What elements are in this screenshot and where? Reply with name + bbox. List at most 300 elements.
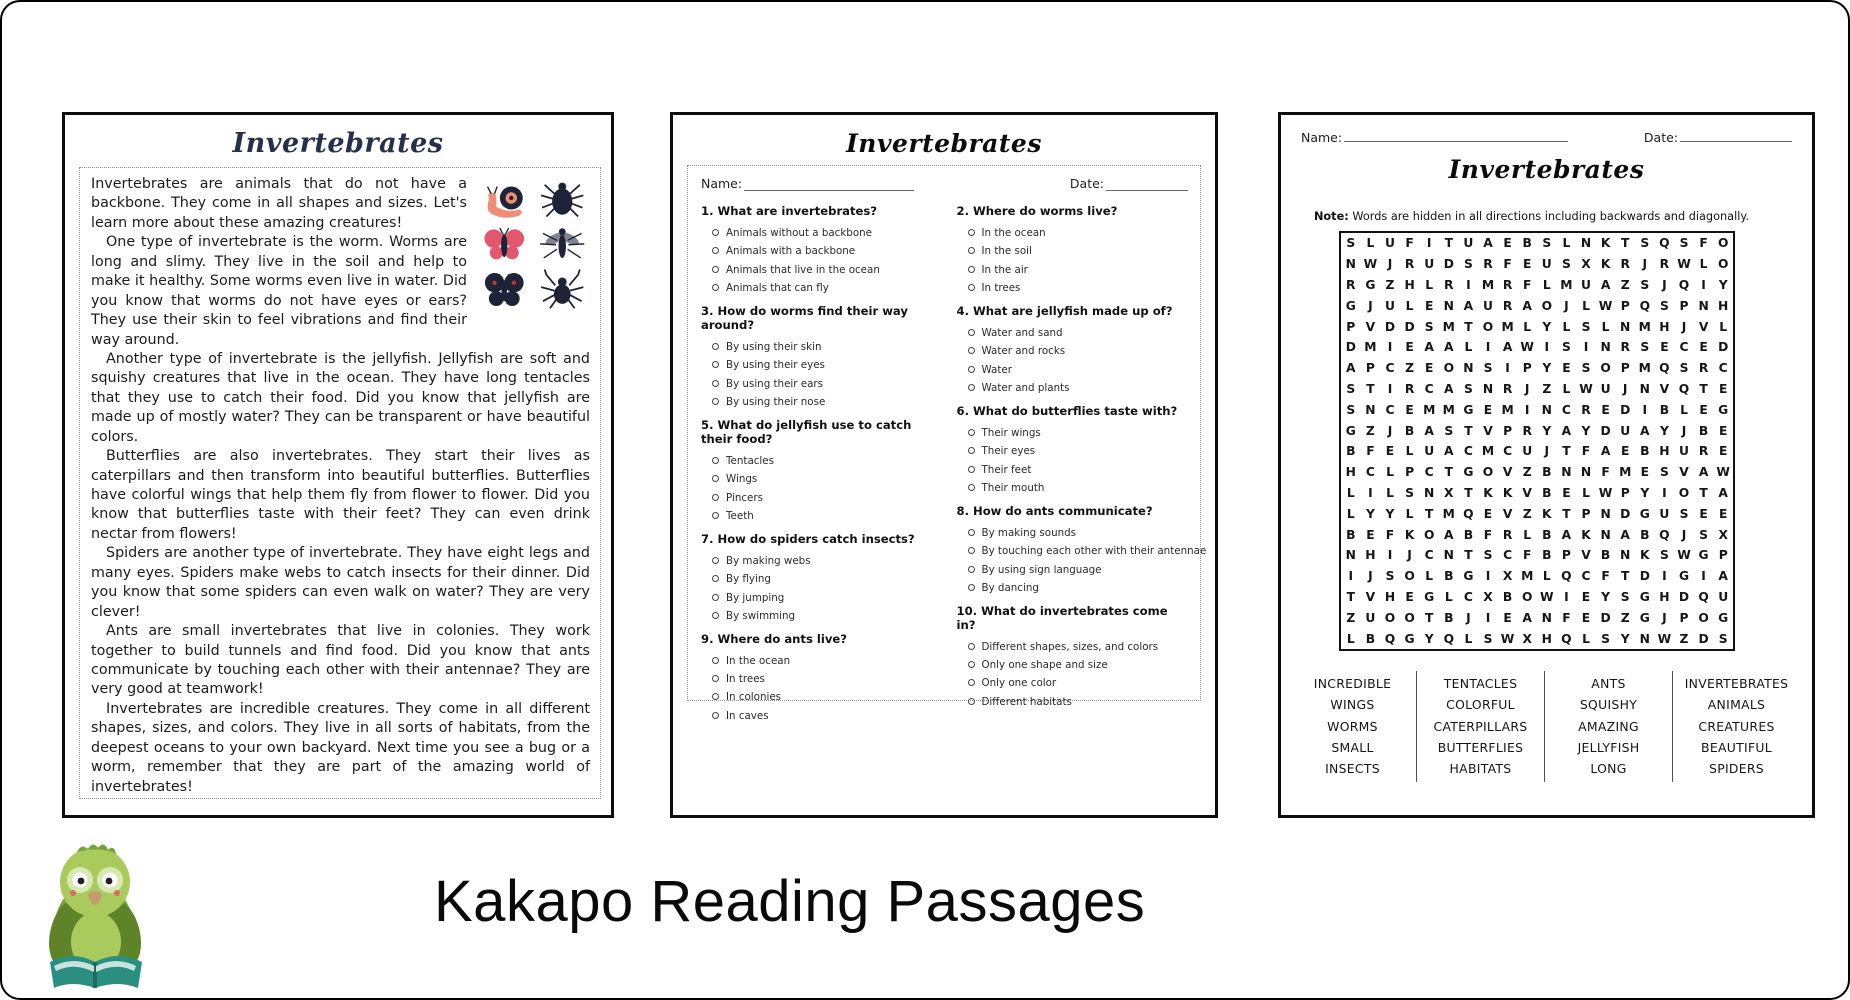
grid-letter: B <box>1640 444 1650 459</box>
grid-letter: R <box>1581 402 1591 417</box>
grid-letter: H <box>1718 298 1729 313</box>
grid-letter: A <box>1640 423 1650 438</box>
grid-letter: O <box>1541 298 1553 313</box>
option-text: Water and rocks <box>981 345 1066 358</box>
grid-letter: I <box>1544 340 1550 355</box>
grid-letter: C <box>1463 444 1473 459</box>
reading-passage-page <box>62 112 614 818</box>
grid-letter: M <box>1501 402 1514 417</box>
grid-letter: D <box>1600 610 1611 625</box>
grid-letter: R <box>1404 257 1415 272</box>
grid-letter: U <box>1463 236 1474 251</box>
grid-letter: H <box>1659 444 1670 459</box>
grid-letter: N <box>1443 298 1454 313</box>
grid-letter: A <box>1444 381 1454 396</box>
option-bullet-icon <box>968 566 975 573</box>
grid-letter: N <box>1482 381 1494 396</box>
option-text: By using their eyes <box>726 359 825 372</box>
grid-letter: N <box>1620 548 1631 563</box>
grid-letter: E <box>1385 444 1395 459</box>
grid-letter: C <box>1385 402 1395 417</box>
grid-letter: T <box>1464 319 1473 334</box>
grid-letter: O <box>1521 589 1533 604</box>
passage-paragraph: One type of invertebrate is the worm. Worms are long and slimy. They live in the soil and help to make it healthy. Some worms even live in water. Did you know that worms do not have eyes or ears? They use their skin to feel vibrations and find their way around. <box>91 234 467 348</box>
grid-letter: G <box>1463 402 1474 417</box>
grid-letter: Y <box>1718 277 1728 292</box>
grid-letter: N <box>1541 610 1552 625</box>
grid-letter: P <box>1718 548 1728 563</box>
word-list-item: COLORFUL <box>1446 697 1515 713</box>
word-list-item: SQUISHY <box>1579 697 1638 713</box>
grid-letter: A <box>1424 340 1434 355</box>
grid-letter: B <box>1522 236 1532 251</box>
grid-letter: E <box>1483 402 1493 417</box>
snail-icon <box>476 176 533 220</box>
option-text: In colonies <box>726 691 782 704</box>
note-text: Words are hidden in all directions including backwards and diagonally. <box>1348 210 1750 223</box>
grid-letter: Q <box>1561 631 1572 646</box>
grid-letter: U <box>1482 298 1493 313</box>
question-block <box>701 204 933 295</box>
answer-option <box>712 341 933 354</box>
grid-letter: V <box>1502 506 1513 521</box>
grid-letter: B <box>1542 548 1552 563</box>
passage-paragraph: Invertebrates are incredible creatures. They come in all different shapes, sizes, and colors. They live in all sorts of habitats, from the deepest oceans to your own backyard. Next time you see a bug or a worm, remember that they are part of the amazing world of invertebrates! <box>91 700 590 795</box>
question-label: 1. What are invertebrates? <box>701 204 878 218</box>
grid-letter: G <box>1463 569 1474 584</box>
grid-letter: N <box>1639 631 1650 646</box>
answer-option <box>968 677 1189 690</box>
grid-letter: N <box>1580 236 1592 251</box>
grid-letter: T <box>1562 506 1571 521</box>
grid-letter: E <box>1503 236 1512 251</box>
answer-option <box>968 564 1189 577</box>
page1-title: Invertebrates <box>232 128 444 159</box>
question-block <box>957 604 1189 709</box>
answer-option <box>712 396 933 409</box>
grid-letter: Z <box>1542 381 1552 396</box>
grid-letter: B <box>1444 569 1454 584</box>
grid-letter: L <box>1346 631 1355 646</box>
grid-letter: J <box>1387 423 1393 438</box>
grid-letter: M <box>1560 277 1573 292</box>
option-bullet-icon <box>968 384 975 391</box>
grid-letter: N <box>1443 548 1454 563</box>
grid-letter: X <box>1502 569 1513 584</box>
grid-letter: R <box>1483 257 1493 272</box>
grid-letter: E <box>1522 257 1532 272</box>
grid-letter: K <box>1483 485 1493 500</box>
grid-letter: I <box>1368 485 1373 500</box>
grid-letter: J <box>1544 444 1550 459</box>
grid-letter: S <box>1483 548 1493 563</box>
grid-letter: S <box>1581 361 1591 376</box>
answer-option <box>968 445 1189 458</box>
grid-letter: V <box>1679 465 1689 480</box>
grid-letter: B <box>1463 527 1474 542</box>
option-text: Animals without a backbone <box>726 227 873 239</box>
grid-letter: N <box>1345 548 1356 563</box>
grid-letter: K <box>1542 506 1552 521</box>
brand-title: Kakapo Reading Passages <box>434 869 1146 934</box>
word-list-item: AMAZING <box>1578 718 1639 734</box>
grid-letter: G <box>1404 631 1415 646</box>
grid-letter: M <box>1638 319 1651 334</box>
comprehension-questions-page <box>670 112 1218 818</box>
grid-letter: A <box>1424 423 1434 438</box>
option-text: Different habitats <box>981 695 1072 708</box>
grid-letter: Y <box>1542 361 1552 376</box>
grid-letter: J <box>1564 298 1569 313</box>
grid-letter: U <box>1384 236 1395 251</box>
option-bullet-icon <box>712 693 719 700</box>
word-list-item: HABITATS <box>1449 761 1512 777</box>
option-bullet-icon <box>968 329 975 336</box>
option-text: Their eyes <box>981 445 1036 458</box>
grid-letter: I <box>1701 277 1706 292</box>
word-list-item: INSECTS <box>1325 761 1380 777</box>
grid-letter: F <box>1562 610 1571 625</box>
grid-letter: R <box>1698 361 1709 376</box>
answer-option <box>712 673 933 686</box>
grid-letter: M <box>1442 506 1455 521</box>
date-blank-line <box>1106 178 1188 191</box>
grid-letter: A <box>1463 298 1474 313</box>
answer-option <box>968 327 1189 340</box>
grid-letter: L <box>1562 381 1571 396</box>
grid-letter: A <box>1561 527 1572 542</box>
word-search-note <box>1281 210 1782 223</box>
answer-option <box>968 264 1189 277</box>
grid-letter: J <box>1622 381 1628 396</box>
grid-letter: E <box>1699 506 1708 521</box>
option-text: By jumping <box>726 591 785 604</box>
grid-letter: N <box>1541 402 1552 417</box>
grid-letter: P <box>1503 423 1513 438</box>
answer-option <box>712 573 933 586</box>
page2-title: Invertebrates <box>846 129 1042 158</box>
grid-letter: S <box>1659 465 1669 480</box>
grid-letter: B <box>1640 527 1650 542</box>
option-bullet-icon <box>968 229 975 236</box>
grid-letter: I <box>1387 340 1393 355</box>
grid-letter: T <box>1464 485 1473 500</box>
question-label: 2. Where do worms live? <box>956 204 1118 218</box>
word-list-column <box>1416 671 1544 782</box>
word-search-grid <box>1339 231 1735 651</box>
question-label: 10. What do invertebrates come in? <box>956 603 1168 632</box>
grid-letter: C <box>1581 569 1591 584</box>
grid-letter: O <box>1384 610 1396 625</box>
question-label: 6. What do butterflies taste with? <box>956 403 1178 418</box>
option-bullet-icon <box>968 284 975 291</box>
option-text: Teeth <box>726 509 754 522</box>
grid-letter: Q <box>1463 506 1474 521</box>
answer-option <box>968 282 1189 295</box>
answer-option <box>968 527 1189 540</box>
option-bullet-icon <box>712 575 719 582</box>
grid-letter: N <box>1424 485 1435 500</box>
grid-letter: Y <box>1640 485 1650 500</box>
grid-letter: Y <box>1601 589 1611 604</box>
answer-option <box>712 359 933 372</box>
grid-letter: L <box>1405 298 1414 313</box>
grid-letter: V <box>1581 548 1591 563</box>
grid-letter: C <box>1561 402 1571 417</box>
grid-letter: X <box>1522 631 1532 646</box>
grid-letter: G <box>1365 277 1376 292</box>
grid-letter: R <box>1522 423 1532 438</box>
grid-letter: X <box>1444 485 1454 500</box>
grid-letter: L <box>1464 340 1473 355</box>
kakapo-logo <box>32 830 160 996</box>
grid-letter: F <box>1366 444 1375 459</box>
grid-letter: H <box>1345 465 1356 480</box>
answer-option <box>968 345 1189 358</box>
option-text: By flying <box>726 573 771 586</box>
grid-letter: S <box>1659 548 1669 563</box>
grid-letter: W <box>1579 381 1593 396</box>
grid-letter: I <box>1485 340 1491 355</box>
answer-option <box>968 545 1207 558</box>
grid-letter: B <box>1404 423 1415 438</box>
option-text: Their mouth <box>981 481 1045 494</box>
grid-letter: E <box>1366 527 1375 542</box>
grid-letter: C <box>1365 465 1375 480</box>
grid-letter: S <box>1346 381 1356 396</box>
option-text: By using their ears <box>726 377 824 390</box>
option-text: Pincers <box>726 491 763 504</box>
option-bullet-icon <box>968 584 975 591</box>
grid-letter: R <box>1346 277 1356 292</box>
grid-letter: Z <box>1620 610 1630 625</box>
grid-letter: N <box>1639 381 1650 396</box>
word-list-item: SPIDERS <box>1709 761 1764 777</box>
grid-letter: A <box>1698 465 1709 480</box>
grid-letter: V <box>1365 589 1376 604</box>
grid-letter: D <box>1443 257 1454 272</box>
option-bullet-icon <box>712 247 719 254</box>
grid-letter: C <box>1718 361 1728 376</box>
grid-letter: F <box>1385 527 1395 542</box>
answer-option <box>712 455 933 468</box>
grid-letter: A <box>1483 236 1493 251</box>
option-bullet-icon <box>968 679 975 686</box>
grid-letter: I <box>1387 548 1393 563</box>
grid-letter: E <box>1405 402 1414 417</box>
grid-letter: I <box>1701 569 1706 584</box>
grid-letter: B <box>1542 485 1552 500</box>
answer-option <box>712 282 933 295</box>
grid-letter: D <box>1678 589 1690 604</box>
answer-option <box>712 610 933 623</box>
butterfly-dark-icon <box>476 266 533 310</box>
option-bullet-icon <box>712 457 719 464</box>
question-label: 8. How do ants communicate? <box>956 503 1153 518</box>
grid-letter: S <box>1659 298 1669 313</box>
grid-letter: S <box>1679 361 1689 376</box>
option-text: Their wings <box>981 426 1041 439</box>
date-blank-line <box>1680 129 1792 142</box>
grid-letter: T <box>1425 506 1434 521</box>
grid-letter: Z <box>1405 361 1415 376</box>
grid-letter: C <box>1503 444 1513 459</box>
grid-letter: P <box>1679 298 1689 313</box>
grid-letter: V <box>1502 465 1513 480</box>
grid-letter: E <box>1581 589 1591 604</box>
grid-letter: A <box>1502 340 1513 355</box>
grid-letter: F <box>1601 569 1610 584</box>
grid-letter: P <box>1522 361 1532 376</box>
page3-title: Invertebrates <box>1448 155 1645 184</box>
option-bullet-icon <box>712 380 719 387</box>
grid-letter: U <box>1600 381 1611 396</box>
option-text: Animals with a backbone <box>726 245 856 258</box>
grid-letter: H <box>1365 548 1376 563</box>
grid-letter: X <box>1483 589 1493 604</box>
grid-letter: Z <box>1522 506 1532 521</box>
grid-letter: I <box>1466 277 1471 292</box>
grid-letter: L <box>1386 465 1394 480</box>
grid-letter: A <box>1346 361 1356 376</box>
option-text: Animals that live in the ocean <box>726 263 880 276</box>
note-bold-label: Note: <box>1313 210 1349 223</box>
grid-letter: D <box>1698 631 1709 646</box>
questions-column-right <box>956 195 1207 728</box>
grid-letter: L <box>1444 589 1453 604</box>
grid-letter: U <box>1678 444 1689 459</box>
answer-option <box>712 378 933 391</box>
grid-letter: P <box>1365 361 1375 376</box>
grid-letter: R <box>1502 381 1513 396</box>
grid-letter: T <box>1464 423 1473 438</box>
grid-letter: E <box>1718 444 1728 459</box>
grid-letter: O <box>1678 485 1690 500</box>
word-list-item: SMALL <box>1331 739 1374 755</box>
grid-letter: L <box>1562 319 1571 334</box>
option-bullet-icon <box>968 366 975 373</box>
option-bullet-icon <box>712 675 719 682</box>
date-label: Date: <box>1644 129 1792 145</box>
grid-letter: P <box>1620 298 1630 313</box>
grid-letter: N <box>1463 361 1474 376</box>
grid-letter: J <box>1466 610 1471 625</box>
grid-letter: Q <box>1678 381 1690 396</box>
grid-letter: L <box>1601 319 1610 334</box>
answer-option <box>968 227 1189 240</box>
grid-letter: N <box>1561 465 1572 480</box>
butterfly-pink-icon <box>476 221 533 265</box>
grid-letter: D <box>1600 423 1611 438</box>
grid-letter: Q <box>1678 277 1690 292</box>
grid-letter: H <box>1659 319 1670 334</box>
grid-letter: I <box>1348 569 1354 584</box>
grid-letter: Q <box>1443 631 1455 646</box>
grid-letter: O <box>1482 319 1494 334</box>
grid-letter: I <box>1387 381 1393 396</box>
grid-letter: G <box>1345 423 1356 438</box>
question-block <box>957 204 1189 295</box>
answer-option <box>968 582 1189 595</box>
grid-letter: R <box>1620 257 1630 272</box>
word-list-column <box>1544 671 1672 782</box>
grid-letter: Q <box>1384 631 1396 646</box>
option-bullet-icon <box>712 557 719 564</box>
option-bullet-icon <box>712 494 719 501</box>
grid-letter: K <box>1581 527 1591 542</box>
option-bullet-icon <box>712 361 719 368</box>
option-bullet-icon <box>712 475 719 482</box>
answer-option <box>968 696 1189 709</box>
option-bullet-icon <box>968 429 975 436</box>
grid-letter: G <box>1639 506 1650 521</box>
answer-option <box>968 245 1189 258</box>
mosquito-icon <box>534 221 591 265</box>
answer-option <box>712 592 933 605</box>
question-label: 9. Where do ants live? <box>701 631 847 646</box>
grid-letter: M <box>1521 569 1534 584</box>
grid-letter: E <box>1562 361 1571 376</box>
grid-letter: Y <box>1365 506 1375 521</box>
word-list-item: CATERPILLARS <box>1433 718 1528 734</box>
option-text: Water and sand <box>981 326 1063 339</box>
answer-option <box>712 710 933 723</box>
grid-letter: J <box>1368 569 1373 584</box>
grid-letter: C <box>1463 589 1473 604</box>
grid-letter: S <box>1718 631 1728 646</box>
grid-letter: T <box>1699 381 1708 396</box>
answer-option <box>712 264 933 277</box>
option-text: By dancing <box>981 581 1039 594</box>
grid-letter: U <box>1424 257 1435 272</box>
grid-letter: L <box>1405 444 1414 459</box>
grid-letter: N <box>1365 402 1376 417</box>
grid-letter: W <box>1677 257 1691 272</box>
grid-letter: V <box>1522 485 1532 500</box>
grid-letter: E <box>1601 402 1610 417</box>
grid-letter: L <box>1562 236 1571 251</box>
grid-letter: A <box>1522 298 1532 313</box>
grid-letter: R <box>1698 444 1709 459</box>
grid-letter: L <box>1523 319 1532 334</box>
option-bullet-icon <box>968 266 975 273</box>
grid-letter: B <box>1698 423 1709 438</box>
question-block <box>701 532 933 623</box>
grid-letter: G <box>1463 465 1474 480</box>
grid-letter: E <box>1424 298 1434 313</box>
grid-letter: E <box>1483 506 1493 521</box>
grid-letter: I <box>1485 610 1491 625</box>
option-text: By using their skin <box>726 340 822 353</box>
option-bullet-icon <box>712 343 719 350</box>
grid-letter: B <box>1600 548 1611 563</box>
grid-letter: E <box>1405 340 1414 355</box>
grid-letter: L <box>1366 236 1375 251</box>
grid-letter: P <box>1405 465 1415 480</box>
grid-letter: F <box>1503 257 1512 272</box>
grid-letter: B <box>1346 527 1356 542</box>
grid-letter: H <box>1404 277 1415 292</box>
grid-letter: Y <box>1581 423 1591 438</box>
grid-letter: Z <box>1620 277 1630 292</box>
grid-letter: S <box>1640 236 1650 251</box>
grid-letter: S <box>1640 340 1650 355</box>
grid-letter: Q <box>1659 361 1670 376</box>
grid-letter: A <box>1620 527 1630 542</box>
grid-letter: N <box>1600 506 1611 521</box>
grid-letter: T <box>1425 610 1434 625</box>
option-text: In the ocean <box>981 227 1046 239</box>
